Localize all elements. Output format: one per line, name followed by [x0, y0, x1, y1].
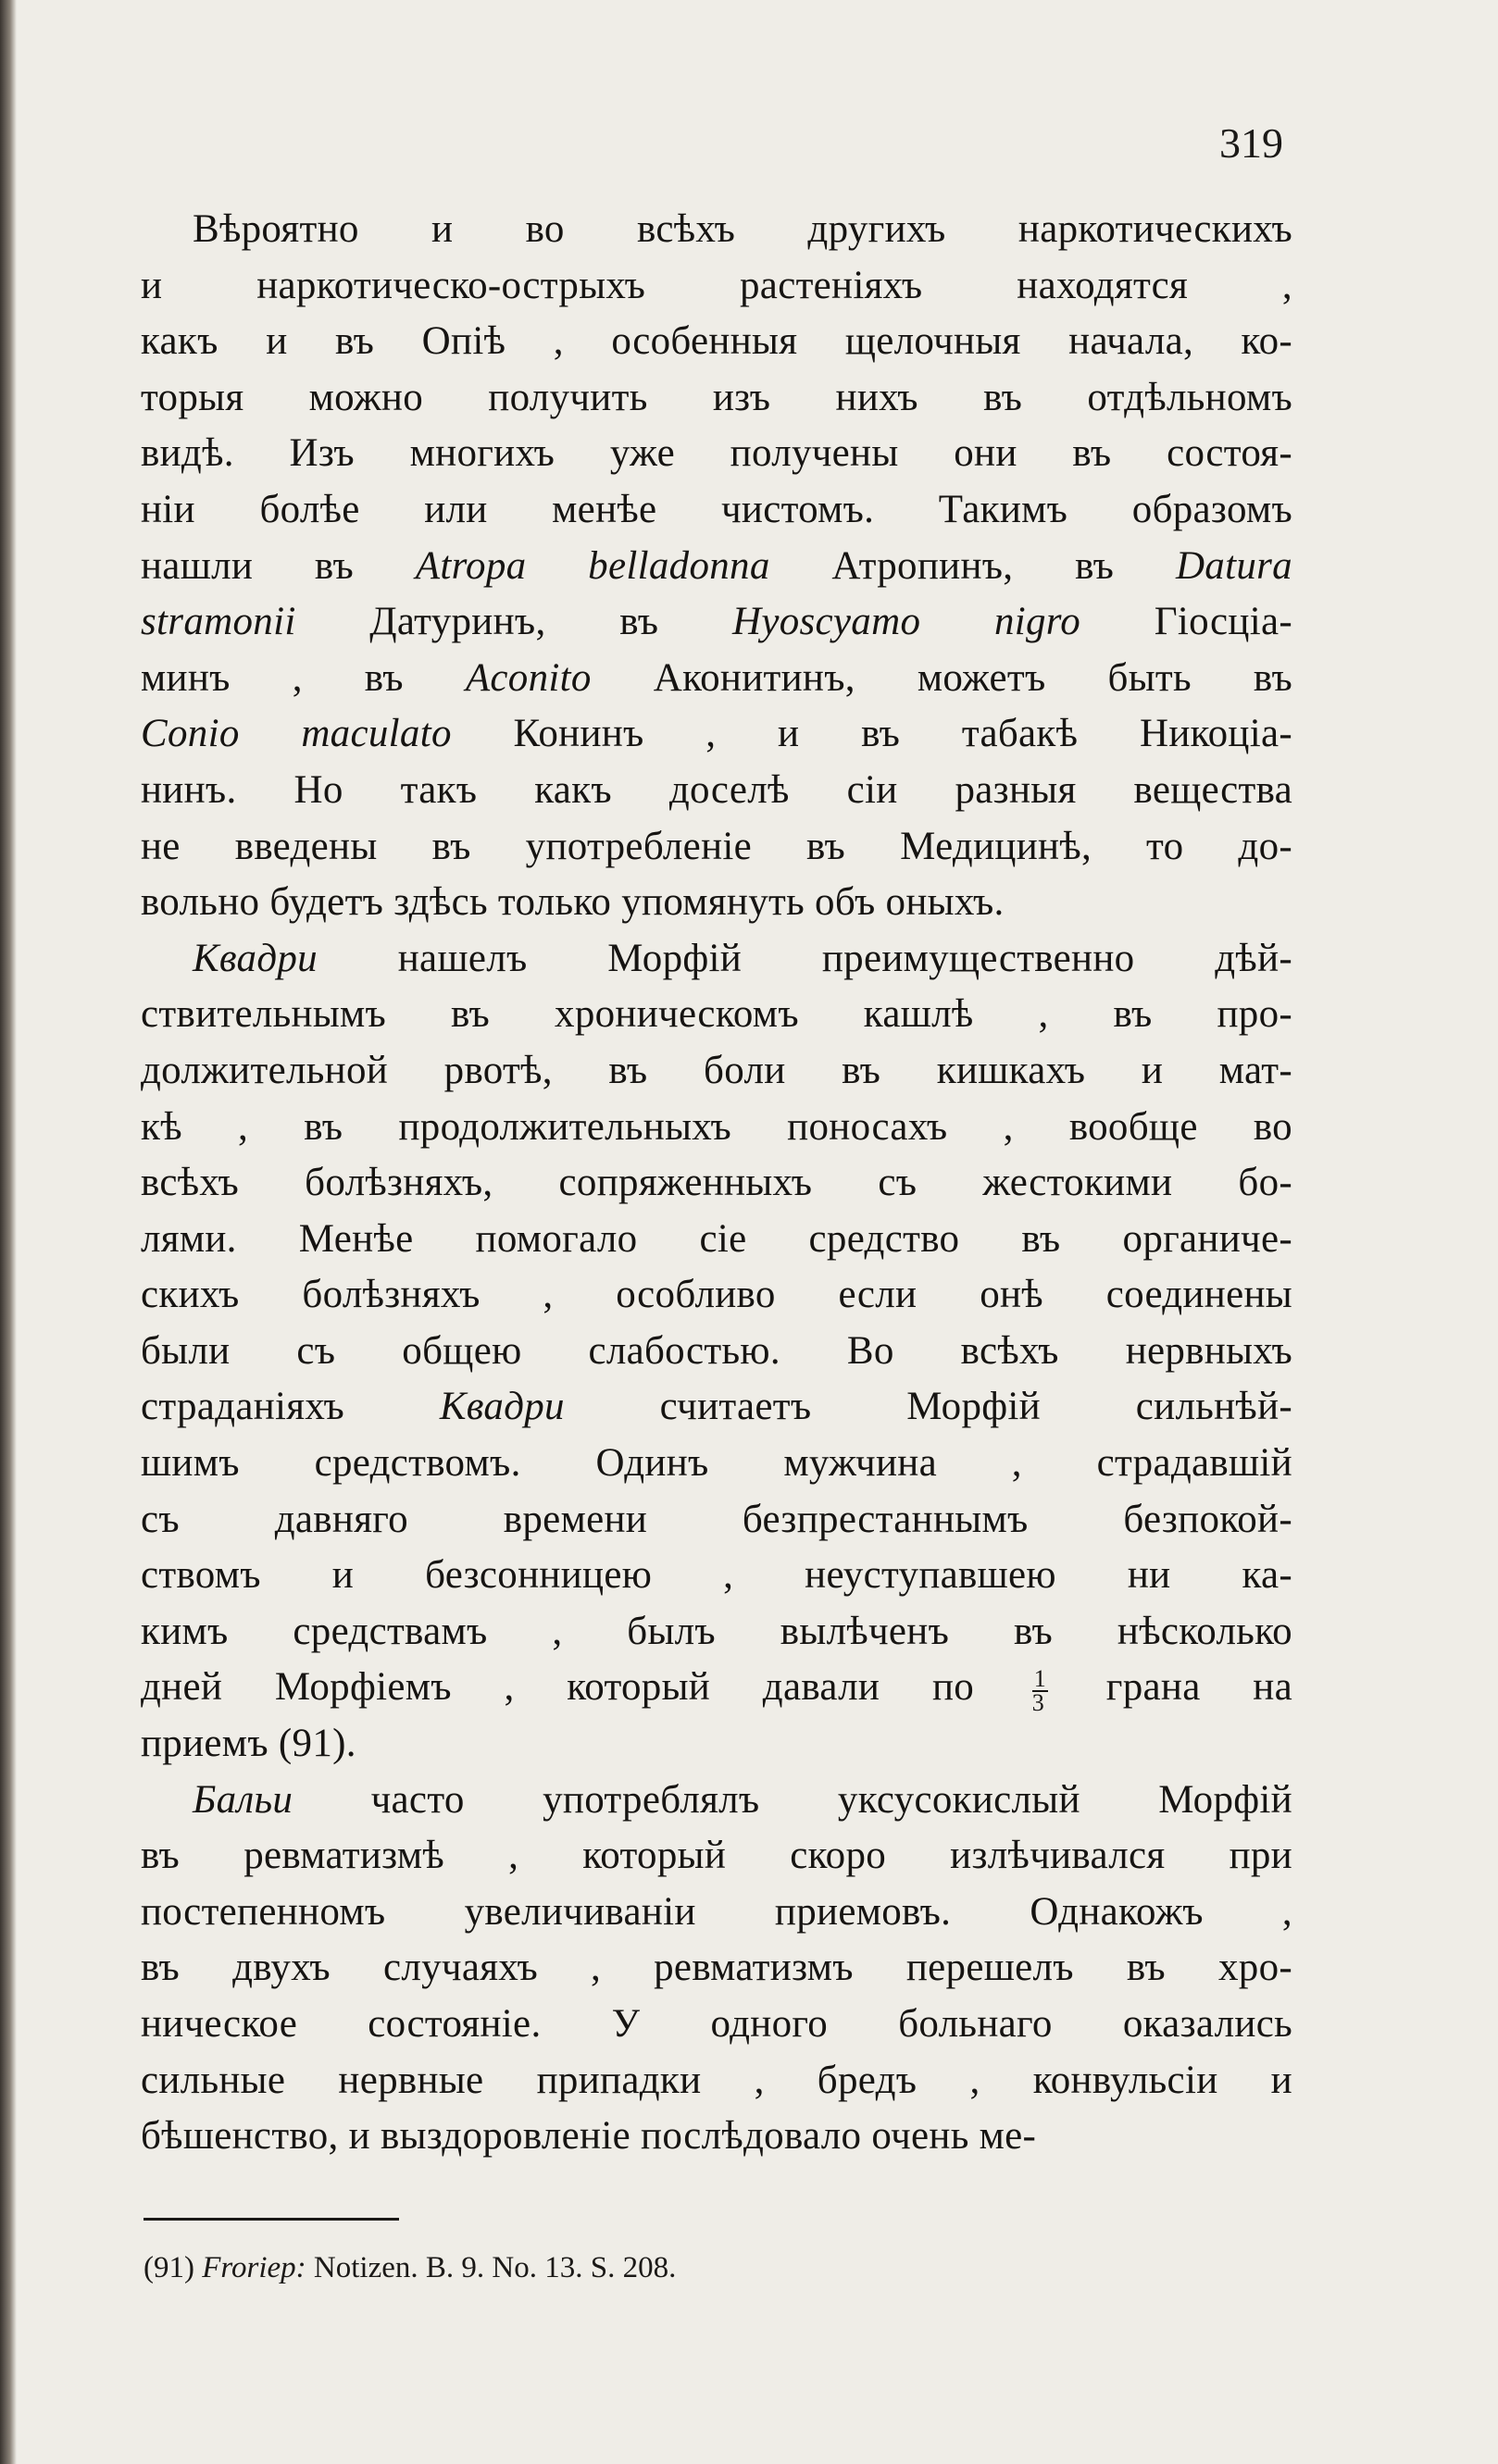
- text-line: [141, 1436, 1292, 1492]
- text-run: всѣхъ болѣзняхъ, сопряженныхъ съ жестокими бо-: [141, 1161, 1292, 1205]
- text-run: и наркотическо-острыхъ растеніяхъ находятся ,: [141, 263, 1292, 307]
- text-line: [141, 706, 1292, 763]
- text-run: были съ общею слабостью. Во всѣхъ нервныхъ: [141, 1328, 1292, 1373]
- footnote-source: Froriep:: [202, 2251, 306, 2284]
- text-run: съ давняго времени безпрестаннымъ безпокой-: [141, 1497, 1292, 1541]
- text-run: сильные нервные припадки , бредъ , конвульсіи и: [141, 2058, 1292, 2102]
- text-line: [141, 1212, 1292, 1268]
- footnote-citation: Notizen. B. 9. No. 13. S. 208.: [313, 2251, 677, 2284]
- text-run: Конинъ , и въ табакѣ Никоціа-: [451, 712, 1292, 756]
- text-run: дней Морфіемъ , который давали по: [141, 1665, 1027, 1710]
- text-run: шимъ средствомъ. Одинъ мужчина , страдавшій: [141, 1441, 1292, 1486]
- text-run: ствительнымъ въ хроническомъ кашлѣ , въ про-: [141, 992, 1292, 1037]
- text-line: [141, 314, 1292, 370]
- text-run: въ двухъ случаяхъ , ревматизмъ перешелъ въ хро-: [141, 1946, 1292, 1990]
- text-line: [141, 1828, 1292, 1885]
- paragraph: [141, 202, 1292, 931]
- text-line: [141, 1773, 1292, 1829]
- paragraph: [141, 1773, 1292, 2165]
- text-line: [141, 763, 1292, 819]
- text-run: страданіяхъ: [141, 1385, 440, 1429]
- text-run: лями. Менѣе помогало сіе средство въ органиче-: [141, 1216, 1292, 1261]
- text-line: [141, 1379, 1292, 1436]
- text-run: нинъ. Но такъ какъ доселѣ сіи разныя вещества: [141, 767, 1292, 812]
- main-text: [141, 202, 1292, 2165]
- italic-text: Hyoscyamo nigro: [731, 600, 1081, 644]
- text-run: Датуринъ, въ: [295, 600, 732, 644]
- text-line: [141, 1155, 1292, 1212]
- text-line: [141, 1043, 1292, 1100]
- text-run: какъ и въ Опіѣ , особенныя щелочныя начала, ко-: [141, 319, 1292, 364]
- text-line: [141, 539, 1292, 595]
- text-run: въ ревматизмѣ , который скоро излѣчивался при: [141, 1834, 1292, 1878]
- text-run: нашелъ Морфій преимущественно дѣй-: [317, 936, 1292, 980]
- text-run: грана на: [1054, 1665, 1292, 1710]
- text-line: [141, 1492, 1292, 1549]
- text-run: Вѣроятно и во всѣхъ другихъ наркотическихъ: [193, 207, 1292, 251]
- text-run: должительной рвотѣ, въ боли въ кишкахъ и мат-: [141, 1048, 1292, 1092]
- italic-text: stramonii: [141, 600, 296, 644]
- text-run: видѣ. Изъ многихъ уже получены они въ состоя-: [141, 431, 1292, 476]
- text-run: считаетъ Морфій сильнѣй-: [564, 1385, 1293, 1429]
- text-run: приемъ (91).: [141, 1722, 356, 1766]
- text-line: [141, 819, 1292, 876]
- text-run: ническое состояніе. У одного больнаго оказались: [141, 2002, 1292, 2046]
- text-run: бѣшенство, и выздоровленіе послѣдовало очень ме-: [141, 2114, 1037, 2159]
- italic-text: Бальи: [193, 1777, 293, 1822]
- text-run: торыя можно получить изъ нихъ въ отдѣльномъ: [141, 375, 1292, 419]
- text-run: минъ , въ: [141, 655, 466, 700]
- paragraph: [141, 931, 1292, 1773]
- text-line: [141, 1267, 1292, 1324]
- text-run: нашли въ: [141, 543, 416, 588]
- text-line: [141, 1885, 1292, 1941]
- page-binding-edge: [0, 0, 17, 2464]
- text-line: [141, 1604, 1292, 1661]
- text-run: Аконитинъ, можетъ быть въ: [591, 655, 1292, 700]
- text-run: ствомъ и безсонницею , неуступавшею ни ка-: [141, 1553, 1292, 1598]
- footnote-rule: [144, 2218, 399, 2221]
- text-run: скихъ болѣзняхъ , особливо если онѣ соединены: [141, 1273, 1292, 1317]
- italic-text: Aconito: [465, 655, 592, 700]
- text-line: [141, 482, 1292, 539]
- text-line: [141, 2053, 1292, 2109]
- text-line: [141, 931, 1292, 988]
- fraction-denominator: 3: [1031, 1688, 1045, 1716]
- italic-text: Conio maculato: [141, 712, 452, 756]
- italic-text: Atropa belladonna: [415, 543, 770, 588]
- text-line: [141, 875, 1292, 931]
- text-run: часто употреблялъ уксусокислый Морфій: [293, 1777, 1292, 1822]
- italic-text: Квадри: [439, 1385, 565, 1429]
- italic-text: Квадри: [193, 936, 318, 980]
- text-line: [141, 1324, 1292, 1380]
- italic-text: Datura: [1175, 543, 1292, 588]
- text-run: кимъ средствамъ , былъ вылѣченъ въ нѣсколько: [141, 1609, 1292, 1653]
- text-run: ніи болѣе или менѣе чистомъ. Такимъ образомъ: [141, 487, 1292, 531]
- text-run: вольно будетъ здѣсь только упомянуть объ оныхъ.: [141, 880, 1005, 925]
- text-line: [141, 594, 1292, 651]
- page-number: 319: [1219, 119, 1283, 167]
- text-line: [141, 1548, 1292, 1604]
- fraction-numerator: 1: [1033, 1664, 1047, 1692]
- text-line: [141, 258, 1292, 315]
- text-line: [141, 2109, 1292, 2165]
- text-line: [141, 1997, 1292, 2053]
- text-run: не введены въ употребленіе въ Медицинѣ, то до-: [141, 824, 1292, 868]
- text-line: [141, 1940, 1292, 1997]
- text-line: [141, 1660, 1292, 1716]
- fraction: [1031, 1664, 1048, 1716]
- text-run: Гіосціа-: [1080, 600, 1292, 644]
- text-run: кѣ , въ продолжительныхъ поносахъ , вообще во: [141, 1104, 1292, 1149]
- footnote-number: (91): [144, 2251, 194, 2284]
- text-run: Атропинъ, въ: [769, 543, 1176, 588]
- footnote: [144, 2251, 676, 2285]
- text-line: [141, 1716, 1292, 1773]
- text-line: [141, 987, 1292, 1043]
- text-line: [141, 202, 1292, 258]
- text-run: постепенномъ увеличиваніи приемовъ. Однакожъ ,: [141, 1889, 1292, 1934]
- text-line: [141, 651, 1292, 707]
- text-line: [141, 1100, 1292, 1156]
- text-line: [141, 370, 1292, 427]
- text-line: [141, 426, 1292, 482]
